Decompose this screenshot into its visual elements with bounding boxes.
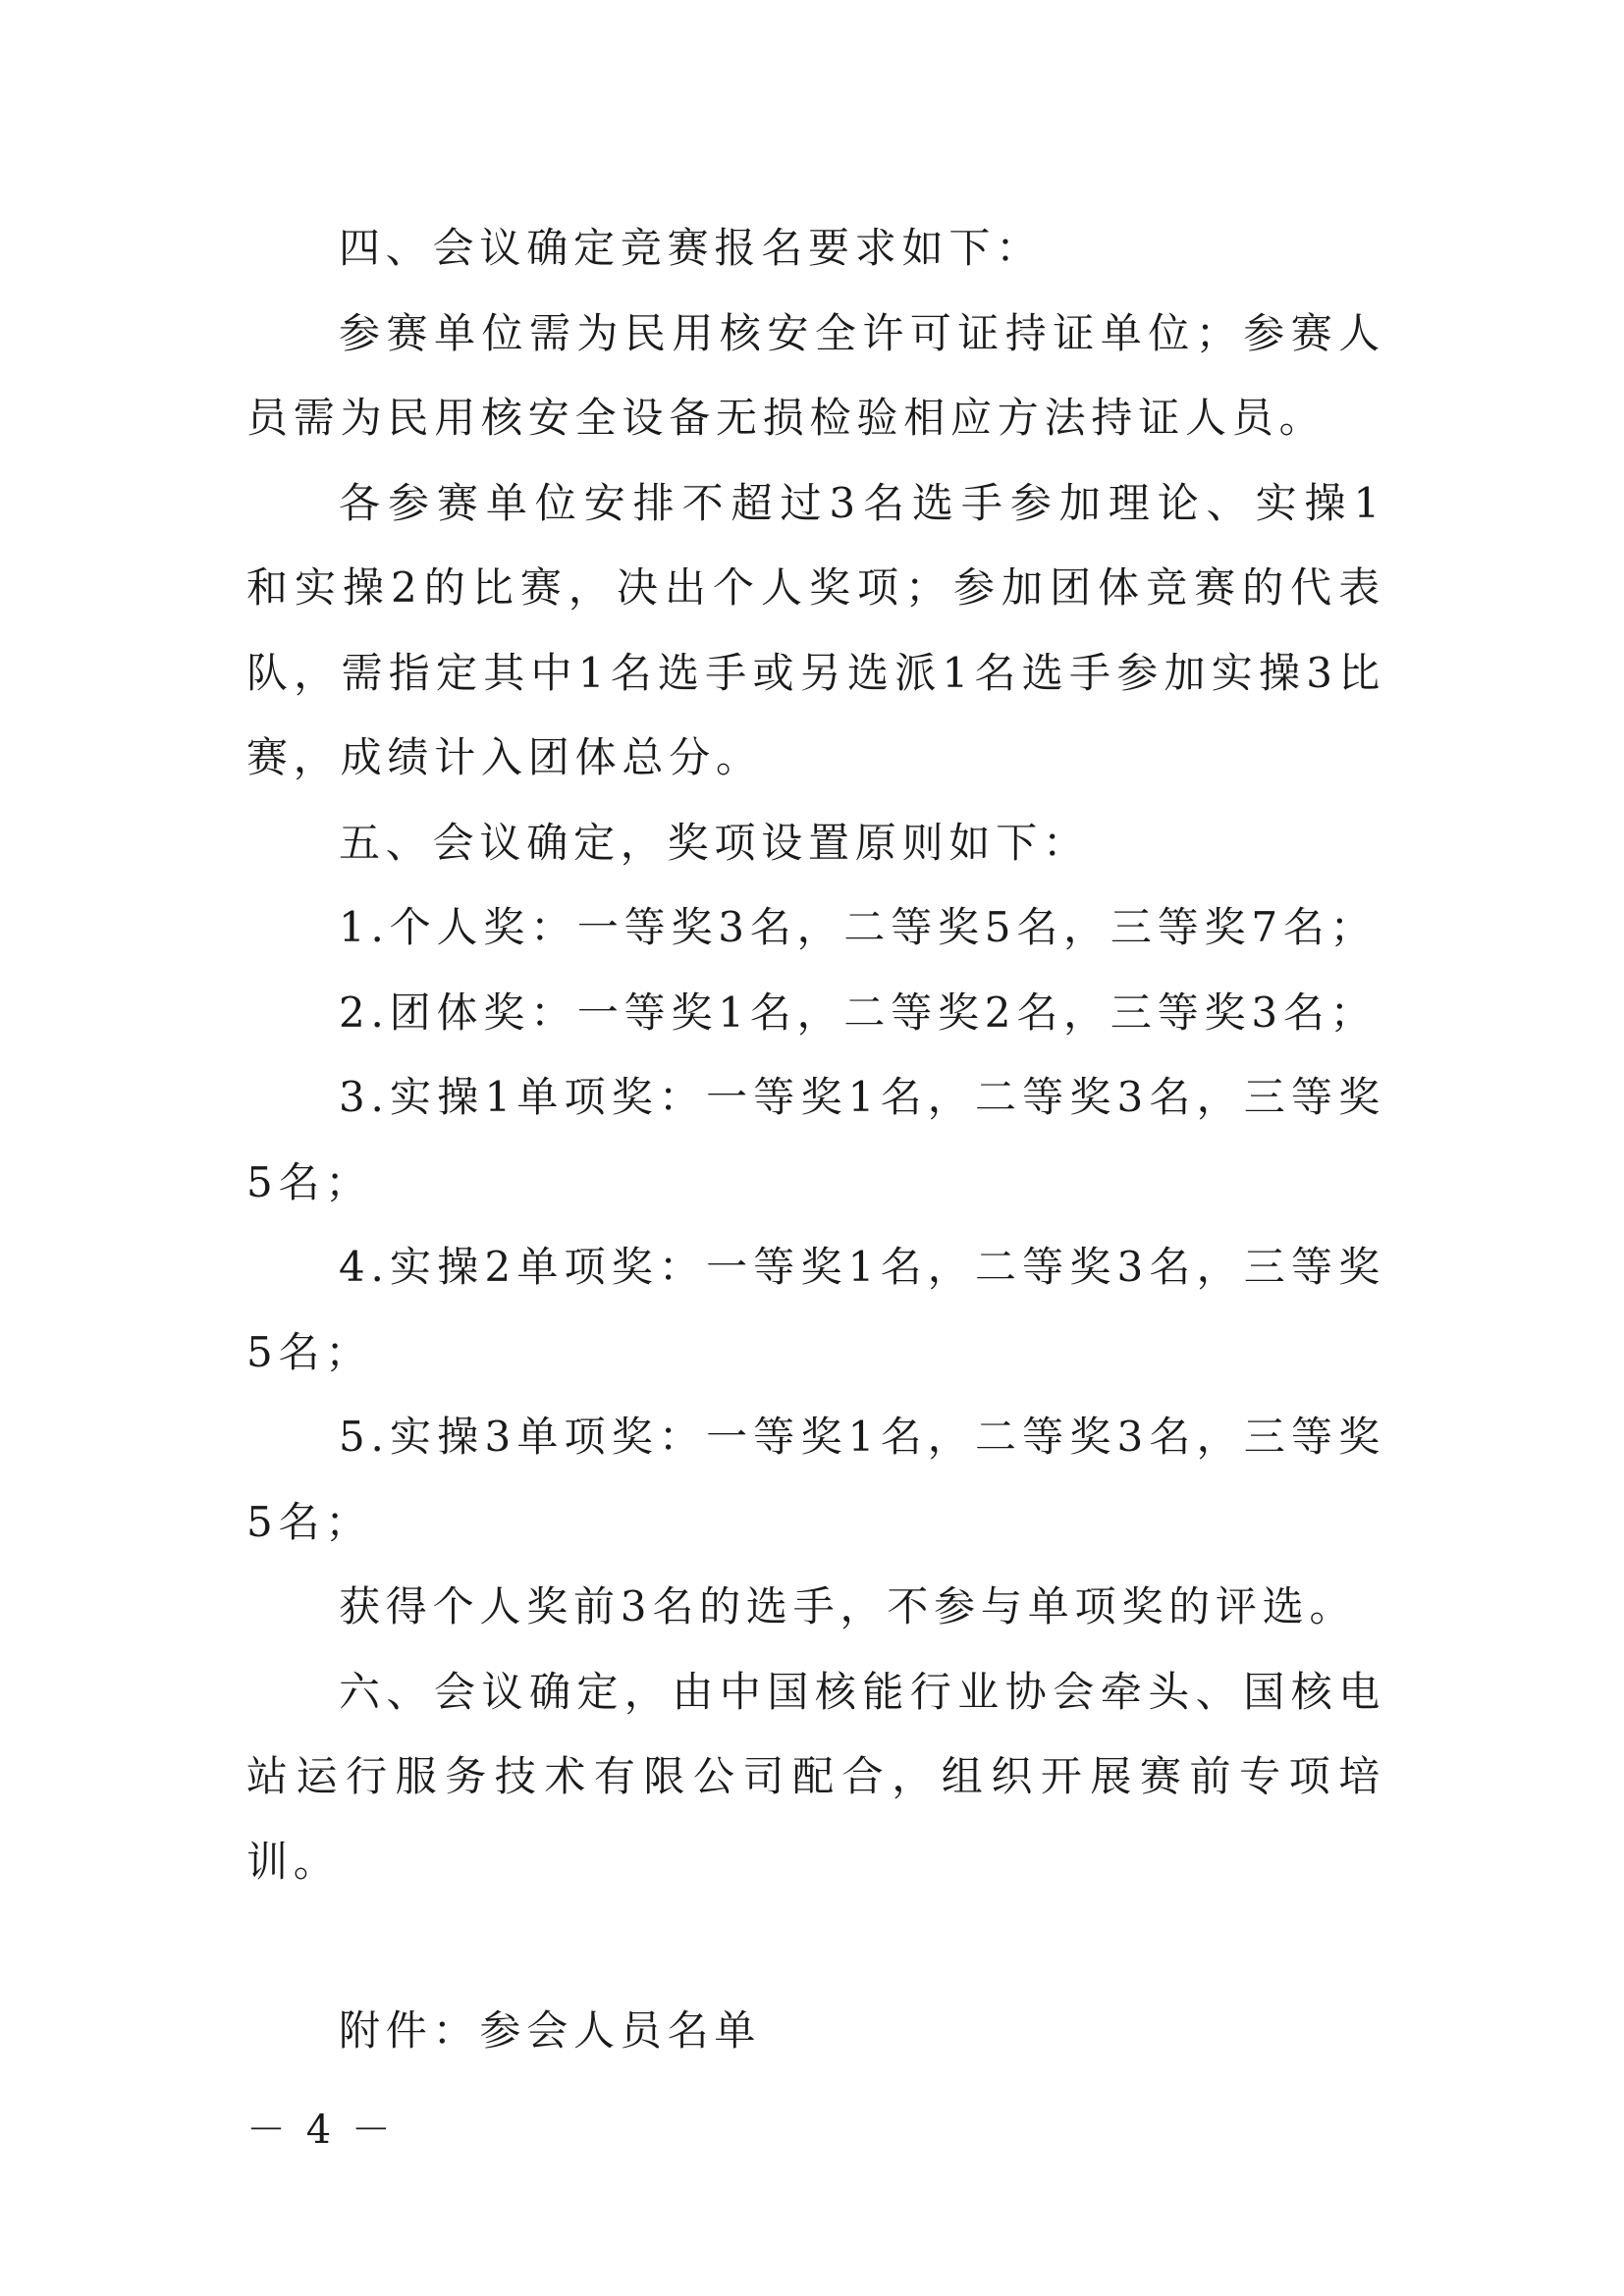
paragraph-training: 六、会议确定，由中国核能行业协会牵头、国核电站运行服务技术有限公司配合，组织开展赛前专项培训。 <box>246 1667 1385 1886</box>
paragraph-award-practical-2: 4.实操2单项奖：一等奖1名，二等奖3名，三等奖5名； <box>246 1243 1385 1376</box>
paragraph-registration-heading: 四、会议确定竞赛报名要求如下： <box>339 224 1044 272</box>
paragraph-award-individual: 1.个人奖：一等奖3名，二等奖5名，三等奖7名； <box>339 903 1378 951</box>
paragraph-award-practical-3: 5.实操3单项奖：一等奖1名，二等奖3名，三等奖5名； <box>246 1413 1385 1546</box>
paragraph-award-note: 获得个人奖前3名的选手，不参与单项奖的评选。 <box>339 1582 1357 1630</box>
paragraph-awards-heading: 五、会议确定，奖项设置原则如下： <box>339 818 1090 867</box>
paragraph-eligibility: 参赛单位需为民用核安全许可证持证单位；参赛人员需为民用核安全设备无损检验相应方法持证人员。 <box>246 308 1385 442</box>
page-number: － 4 － <box>246 2108 395 2153</box>
attachment-line: 附件：参会人员名单 <box>339 2006 762 2055</box>
paragraph-spacer <box>246 1904 1385 1989</box>
document-body <box>246 206 1385 2074</box>
paragraph-award-practical-1: 3.实操1单项奖：一等奖1名，二等奖3名，三等奖5名； <box>246 1073 1385 1206</box>
paragraph-contestants: 各参赛单位安排不超过3名选手参加理论、实操1和实操2的比赛，决出个人奖项；参加团体竞赛的代表队，需指定其中1名选手或另选派1名选手参加实操3比赛，成绩计入团体总分。 <box>246 478 1385 781</box>
paragraph-award-team: 2.团体奖：一等奖1名，二等奖2名，三等奖3名； <box>339 988 1378 1037</box>
